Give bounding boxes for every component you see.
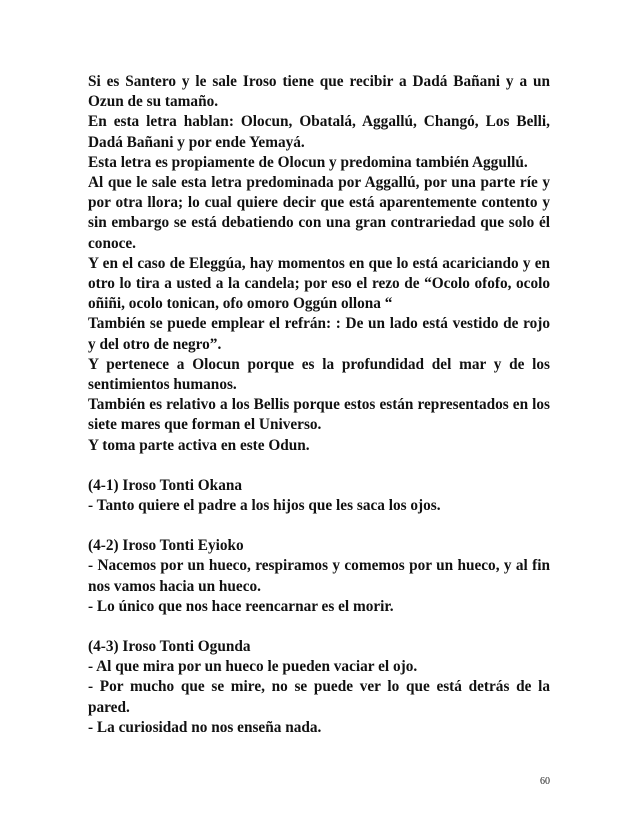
page-body: [88, 72, 550, 738]
paragraph: Y en el caso de Eleggúa, hay momentos en que lo está acariciando y en otro lo tira a usted a la candela; por eso el rezo de “Ocolo ofofo, ocolo oñiñi, ocolo tonican, ofo omoro Oggún ollona “: [88, 254, 550, 313]
paragraph: También es relativo a los Bellis porque estos están representados en los siete mares que forman el Universo.: [88, 396, 550, 434]
spacer: [88, 516, 550, 536]
saying-line: - Nacemos por un hueco, respiramos y comemos por un hueco, y al fin nos vamos hacia un hueco.: [88, 557, 550, 595]
spacer: [88, 456, 550, 476]
page-number: 60: [540, 776, 550, 787]
paragraph: Y pertenece a Olocun porque es la profundidad del mar y de los sentimientos humanos.: [88, 355, 550, 394]
spacer: [88, 617, 550, 637]
section-heading: (4-1) Iroso Tonti Okana: [88, 476, 242, 494]
saying-line: - La curiosidad no nos enseña nada.: [88, 718, 322, 736]
saying-line: - Al que mira por un hueco le pueden vaciar el ojo.: [88, 658, 418, 676]
section-heading: (4-2) Iroso Tonti Eyioko: [88, 537, 244, 555]
saying-line: - Lo único que nos hace reencarnar es el morir.: [88, 597, 394, 615]
section-heading: (4-3) Iroso Tonti Ogunda: [88, 638, 251, 656]
paragraph: Si es Santero y le sale Iroso tiene que recibir a Dadá Bañani y a un Ozun de su tamaño.: [88, 73, 550, 111]
saying-line: - Tanto quiere el padre a los hijos que les saca los ojos.: [88, 497, 441, 515]
paragraph: En esta letra hablan: Olocun, Obatalá, Aggallú, Changó, Los Belli, Dadá Bañani y por ende Yemayá.: [88, 113, 550, 151]
paragraph: Y toma parte activa en este Odun.: [88, 436, 310, 454]
paragraph: También se puede emplear el refrán: : De un lado está vestido de rojo y del otro de negro”.: [88, 315, 550, 353]
paragraph: Al que le sale esta letra predominada por Aggallú, por una parte ríe y por otra llora; lo cual quiere decir que está aparentemente contento y sin embargo se está debatiendo con una gran contrariedad que solo él conoce.: [88, 174, 550, 252]
saying-line: - Por mucho que se mire, no se puede ver lo que está detrás de la pared.: [88, 678, 550, 716]
paragraph: Esta letra es propiamente de Olocun y predomina también Aggullú.: [88, 153, 528, 171]
